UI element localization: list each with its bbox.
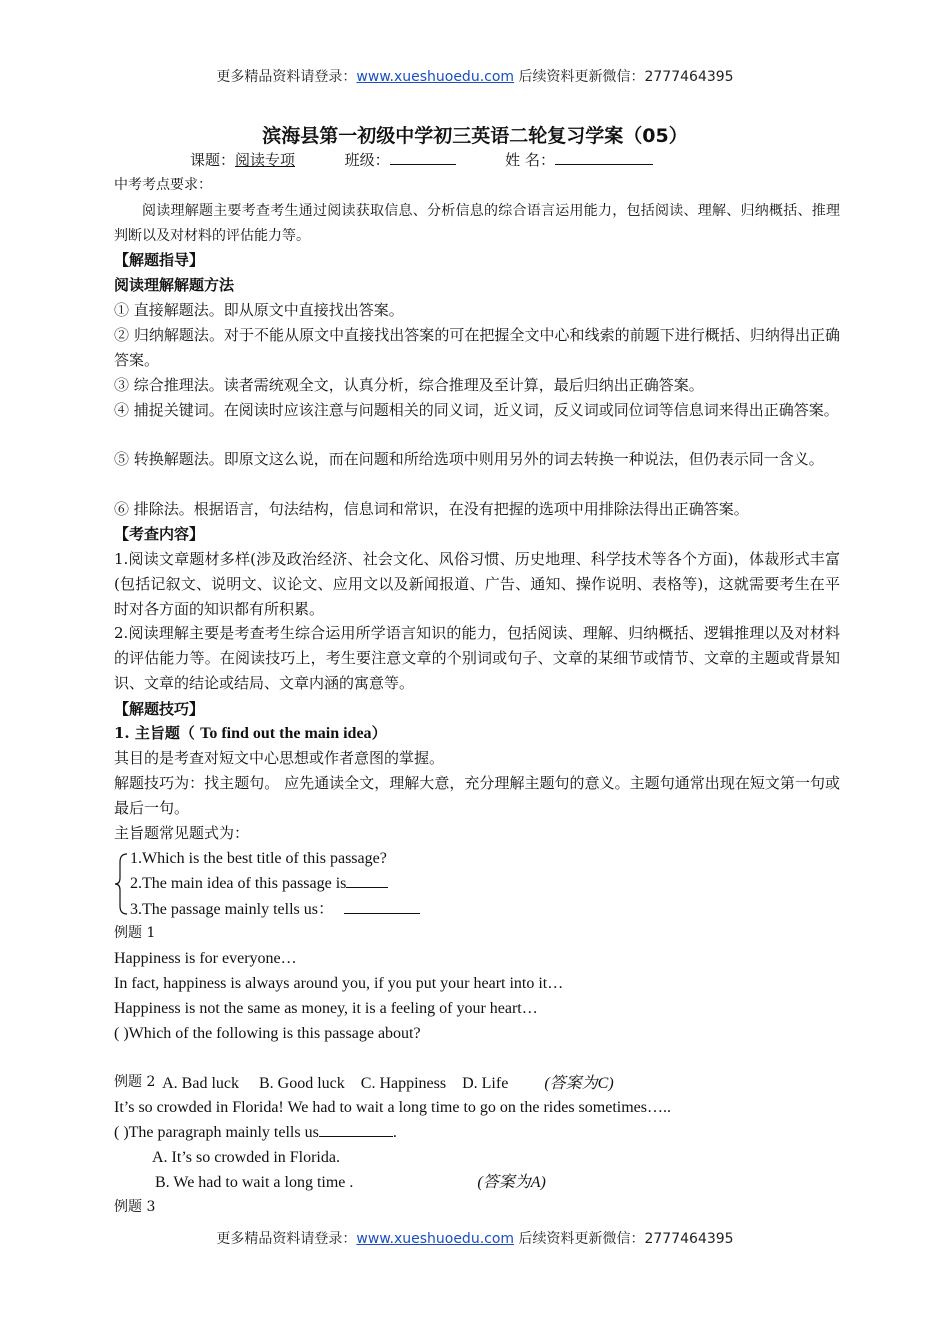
method-2: ② 归纳解题法。对于不能从原文中直接找出答案的可在把握全文中心和线索的前题下进行概括、归纳得出正确答案。 — [114, 326, 840, 369]
purpose-text: 其目的是考查对短文中心思想或作者意图的掌握。 — [114, 749, 445, 767]
ex3-label: 例题 3 — [114, 1199, 156, 1215]
ex1-question: ( )Which of the following is this passage about? — [114, 1025, 421, 1042]
page-header — [0, 66, 950, 86]
ex1-line-3: Happiness is not the same as money, it is a feeling of your heart… — [114, 1000, 538, 1017]
guide-heading: 【解题指导】 — [114, 251, 205, 269]
ex2-option-a: A. It’s so crowded in Florida. — [152, 1149, 340, 1166]
main-idea-en: To find out the main idea — [200, 725, 372, 742]
content-heading: 【考查内容】 — [114, 525, 205, 543]
ex2-question: ( )The paragraph mainly tells us — [114, 1124, 319, 1141]
method-4: ④ 捕捉关键词。在阅读时应该注意与问题相关的同义词，近义词，反义词或同位词等信息词来得出正确答案。 — [114, 401, 839, 419]
page-title: 滨海县第一初级中学初三英语二轮复习学案（05） — [262, 125, 688, 147]
req-heading: 中考考点要求： — [114, 177, 212, 193]
footer-suffix: 后续资料更新微信：2777464395 — [514, 1231, 734, 1247]
main-idea-close: ） — [371, 724, 387, 742]
header-suffix: 后续资料更新微信：2777464395 — [514, 69, 734, 85]
brace-icon — [113, 852, 129, 916]
ex1-options: A. Bad luck B. Good luck C. Happiness D. Life — [162, 1075, 509, 1092]
form-3-row — [130, 897, 856, 922]
method-heading: 阅读理解解题方法 — [114, 276, 235, 294]
name-label: 姓 名： — [505, 151, 555, 169]
method-6: ⑥ 排除法。根据语言，句法结构，信息词和常识，在没有把握的选项中用排除法得出正确答案。 — [114, 500, 749, 518]
ex2-answer: (答案为A) — [477, 1174, 546, 1191]
footer-link[interactable]: www.xueshuoedu.com — [356, 1231, 515, 1247]
content-2: 2.阅读理解主要是考查考生综合运用所学语言知识的能力，包括阅读、理解、归纳概括、逻辑推理以及对材料的评估能力等。在阅读技巧上，考生要注意文章的个别词或句子、文章的某细节或情节、文章的主题或背景知识、文章的结论或结局、文章内涵的寓意等。 — [114, 624, 840, 692]
page-footer — [0, 1228, 950, 1248]
header-prefix: 更多精品资料请登录： — [216, 69, 357, 85]
tip-text: 解题技巧为：找主题句。 应先通读全文，理解大意，充分理解主题句的意义。主题句通常出现在短文第一句或最后一句。 — [114, 774, 840, 817]
form-2-row — [130, 871, 856, 896]
method-5: ⑤ 转换解题法。即原文这么说，而在问题和所给选项中则用另外的词去转换一种说法，但仍表示同一含义。 — [114, 450, 824, 468]
main-idea-cn: 1. 主旨题（ — [114, 724, 201, 742]
main-idea-heading — [114, 721, 840, 746]
ex2-blank — [319, 1122, 393, 1137]
ex2-label: 例题 2 — [114, 1074, 156, 1090]
content-1: 1.阅读文章题材多样(涉及政治经济、社会文化、风俗习惯、历史地理、科学技术等各个方面)，体裁形式丰富(包括记叙文、说明文、议论文、应用文以及新闻报道、广告、通知、操作说明、表格等)，这就需要考生在平时对各方面的知识都有所积累。 — [114, 550, 840, 618]
common-forms-label: 主旨题常见题式为： — [114, 824, 250, 842]
topic-label: 课题： — [190, 151, 236, 169]
ex2-option-b-row — [155, 1170, 881, 1195]
name-blank[interactable] — [555, 150, 653, 165]
footer-prefix: 更多精品资料请登录： — [216, 1231, 357, 1247]
topic-value: 阅读专项 — [235, 151, 296, 169]
class-blank[interactable] — [390, 150, 456, 165]
ex1-label: 例题 1 — [114, 925, 156, 941]
form-1: 1.Which is the best title of this passage? — [130, 850, 387, 867]
form-3-blank — [344, 899, 420, 914]
header-link[interactable]: www.xueshuoedu.com — [356, 69, 515, 85]
ex2-text: It’s so crowded in Florida! We had to wait a long time to go on the rides sometimes….. — [114, 1099, 671, 1116]
ex1-answer: (答案为C) — [544, 1075, 614, 1092]
method-1: ① 直接解题法。即从原文中直接找出答案。 — [114, 301, 404, 319]
ex1-line-1: Happiness is for everyone… — [114, 950, 297, 967]
method-3: ③ 综合推理法。读者需统观全文，认真分析，综合推理及至计算，最后归纳出正确答案。 — [114, 376, 704, 394]
ex2-option-b: B. We had to wait a long time . — [155, 1174, 354, 1191]
form-3: 3.The passage mainly tells us： — [130, 901, 334, 918]
skill-heading: 【解题技巧】 — [114, 700, 205, 718]
form-2-blank — [346, 873, 388, 888]
ex1-line-2: In fact, happiness is always around you, if you put your heart into it… — [114, 975, 564, 992]
ex2-question-row: ( )The paragraph mainly tells us . — [114, 1124, 397, 1141]
req-text: 阅读理解题主要考查考生通过阅读获取信息、分析信息的综合语言运用能力，包括阅读、理解、归纳概括、推理判断以及对材料的评估能力等。 — [114, 203, 840, 244]
form-2: 2.The main idea of this passage is — [130, 875, 347, 892]
info-row — [190, 148, 916, 173]
class-label: 班级： — [344, 151, 390, 169]
